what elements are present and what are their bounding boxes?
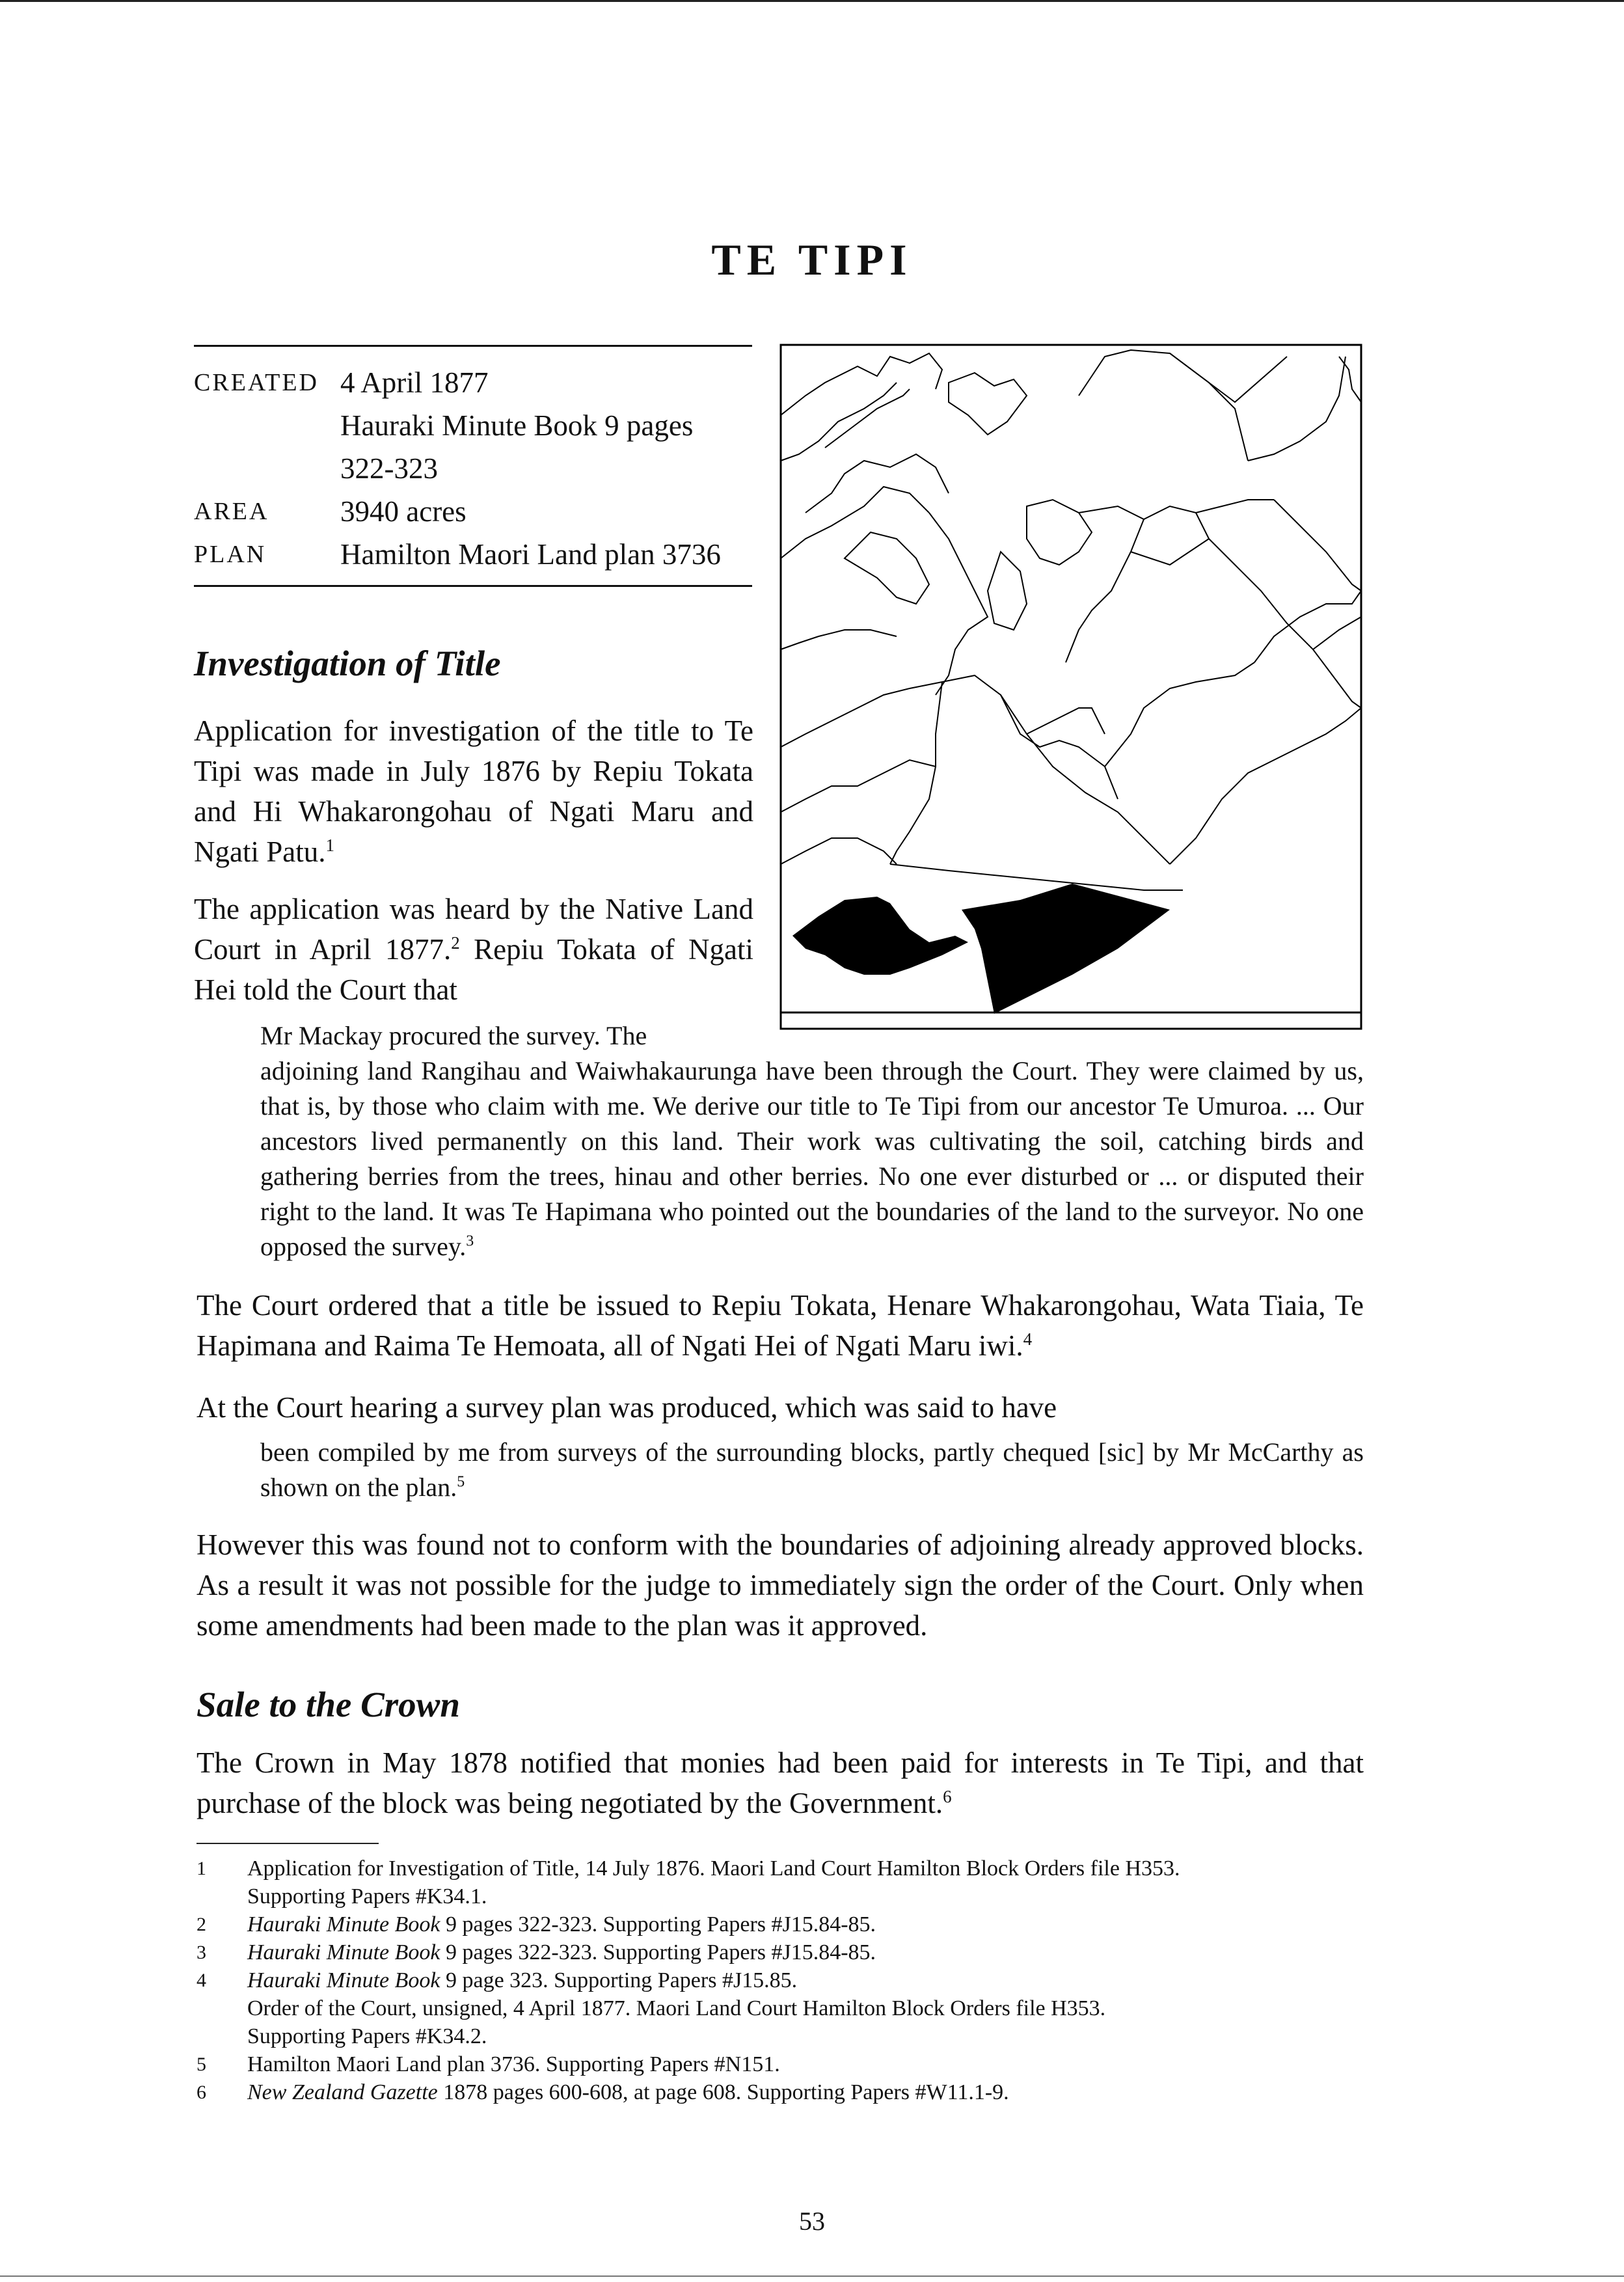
quote-testimony	[260, 1053, 1364, 1264]
location-map	[779, 344, 1362, 1030]
area-value: 3940 acres	[340, 495, 467, 528]
page-title: TE TIPI	[711, 235, 913, 284]
area-label: AREA	[194, 498, 269, 525]
area-row	[194, 490, 752, 533]
footnote-continuation: Supporting Papers #K34.1.	[247, 1884, 487, 1908]
footnote-text	[247, 1938, 1368, 1966]
footnote-source-title: Hauraki Minute Book	[247, 1912, 440, 1936]
footnote-details: 9 pages 322-323. Supporting Papers #J15.84-85.	[440, 1912, 876, 1936]
footnote-5	[196, 2050, 1368, 2078]
paragraph-hearing	[194, 889, 753, 1010]
plan-label: PLAN	[194, 541, 267, 568]
top-border	[0, 0, 1624, 2]
plan-value: Hamilton Maori Land plan 3736	[340, 538, 721, 571]
page-number: 53	[799, 2207, 825, 2236]
footnote-details: 1878 pages 600-608, at page 608. Supporting Papers #W11.1-9.	[437, 2080, 1009, 2104]
footnote-source-title: Hauraki Minute Book	[247, 1940, 440, 1964]
footnote-divider	[196, 1843, 379, 1844]
created-source-line-2: 322-323	[340, 452, 438, 485]
footnote-ref-4: 4	[1023, 1329, 1033, 1349]
footnote-number: 3	[196, 1942, 206, 1963]
paragraph-court-order	[196, 1285, 1364, 1366]
footnote-text: Hamilton Maori Land plan 3736. Supporting Papers #N151.	[247, 2052, 780, 2076]
footnote-number: 1	[196, 1858, 206, 1879]
plan-row	[194, 533, 752, 576]
footnote-text	[247, 1910, 1368, 1938]
footnote-text	[247, 2078, 1368, 2106]
quote-testimony-first-line: Mr Mackay procured the survey. The	[260, 1021, 647, 1050]
paragraph-survey-plan: At the Court hearing a survey plan was produced, which was said to have	[196, 1391, 1057, 1424]
paragraph-crown-sale	[196, 1743, 1364, 1823]
block-details-table	[194, 345, 752, 587]
paragraph-hearing-continuation: Repiu Tokata of Ngati Hei told the Court that	[194, 933, 753, 1006]
footnote-continuation: Order of the Court, unsigned, 4 April 1877. Maori Land Court Hamilton Block Orders file H353.	[247, 1996, 1106, 2020]
section-heading-investigation: Investigation of Title	[194, 644, 501, 683]
footnote-ref-5: 5	[457, 1473, 465, 1491]
quote-testimony-text: adjoining land Rangihau and Waiwhakaurunga have been through the Court. They were claimed by us, that is, by those who claim with me. We derive our title to Te Tipi from our ancestor Te Umuroa. ... Our ancestors lived permanently on this land. Their work was cultivating the soil, catching birds and gathering berries from the trees, hinau and other berries. No one ever disturbed or ... or disputed their right to the land. It was Te Hapimana who pointed out the boundaries of the land to the surveyor. No one opposed the survey.	[260, 1056, 1364, 1261]
footnote-text: Application for Investigation of Title, 14 July 1876. Maori Land Court Hamilton Block Orders file H353.	[247, 1856, 1180, 1881]
footnote-text	[247, 1966, 1368, 1994]
footnote-ref-2: 2	[451, 933, 460, 953]
footnote-3	[196, 1938, 1368, 1966]
footnote-6	[196, 2078, 1368, 2106]
footnote-ref-3: 3	[466, 1232, 474, 1250]
footnote-number: 6	[196, 2082, 206, 2103]
quote-survey-text: been compiled by me from surveys of the surrounding blocks, partly chequed [sic] by Mr McCarthy as shown on the plan.	[260, 1437, 1364, 1502]
paragraph-application	[194, 711, 753, 872]
paragraph-boundaries: However this was found not to conform with the boundaries of adjoining already approved blocks. As a result it was not possible for the judge to immediately sign the order of the Court. Only when some amendments had been made to the plan was it approved.	[196, 1528, 1364, 1642]
footnote-source-title: New Zealand Gazette	[247, 2080, 438, 2104]
section-heading-sale: Sale to the Crown	[196, 1685, 460, 1724]
footnote-number: 5	[196, 2054, 206, 2075]
paragraph-crown-sale-text: The Crown in May 1878 notified that monies had been paid for interests in Te Tipi, and that purchase of the block was being negotiated by the Government.	[196, 1746, 1364, 1819]
footnote-details: 9 pages 322-323. Supporting Papers #J15.84-85.	[440, 1940, 876, 1964]
footnote-4	[196, 1966, 1368, 1994]
created-value: 4 April 1877	[340, 366, 489, 399]
created-label: CREATED	[194, 369, 319, 396]
footnote-details: 9 page 323. Supporting Papers #J15.85.	[440, 1968, 798, 1992]
paragraph-hearing-text: The application was heard by the Native Land Court in April 1877.	[194, 893, 753, 966]
bottom-border	[0, 2275, 1624, 2277]
created-source-line-1: Hauraki Minute Book 9 pages	[340, 409, 694, 442]
footnote-number: 2	[196, 1914, 206, 1935]
footnote-source-title: Hauraki Minute Book	[247, 1968, 440, 1992]
footnote-ref-1: 1	[325, 835, 334, 855]
footnote-number: 4	[196, 1970, 206, 1991]
paragraph-application-text: Application for investigation of the title to Te Tipi was made in July 1876 by Repiu Tokata and Hi Whakarongohau of Ngati Maru and Ngati Patu.	[194, 714, 753, 868]
footnote-2	[196, 1910, 1368, 1938]
quote-survey	[260, 1435, 1364, 1505]
created-row	[194, 361, 752, 404]
footnote-1	[196, 1854, 1368, 1882]
footnote-continuation: Supporting Papers #K34.2.	[247, 2024, 487, 2048]
footnotes	[196, 1854, 1368, 2106]
paragraph-court-order-text: The Court ordered that a title be issued to Repiu Tokata, Henare Whakarongohau, Wata Tiaia, Te Hapimana and Raima Te Hemoata, all of Ngati Hei of Ngati Maru iwi.	[196, 1289, 1364, 1362]
footnote-ref-6: 6	[943, 1787, 952, 1806]
